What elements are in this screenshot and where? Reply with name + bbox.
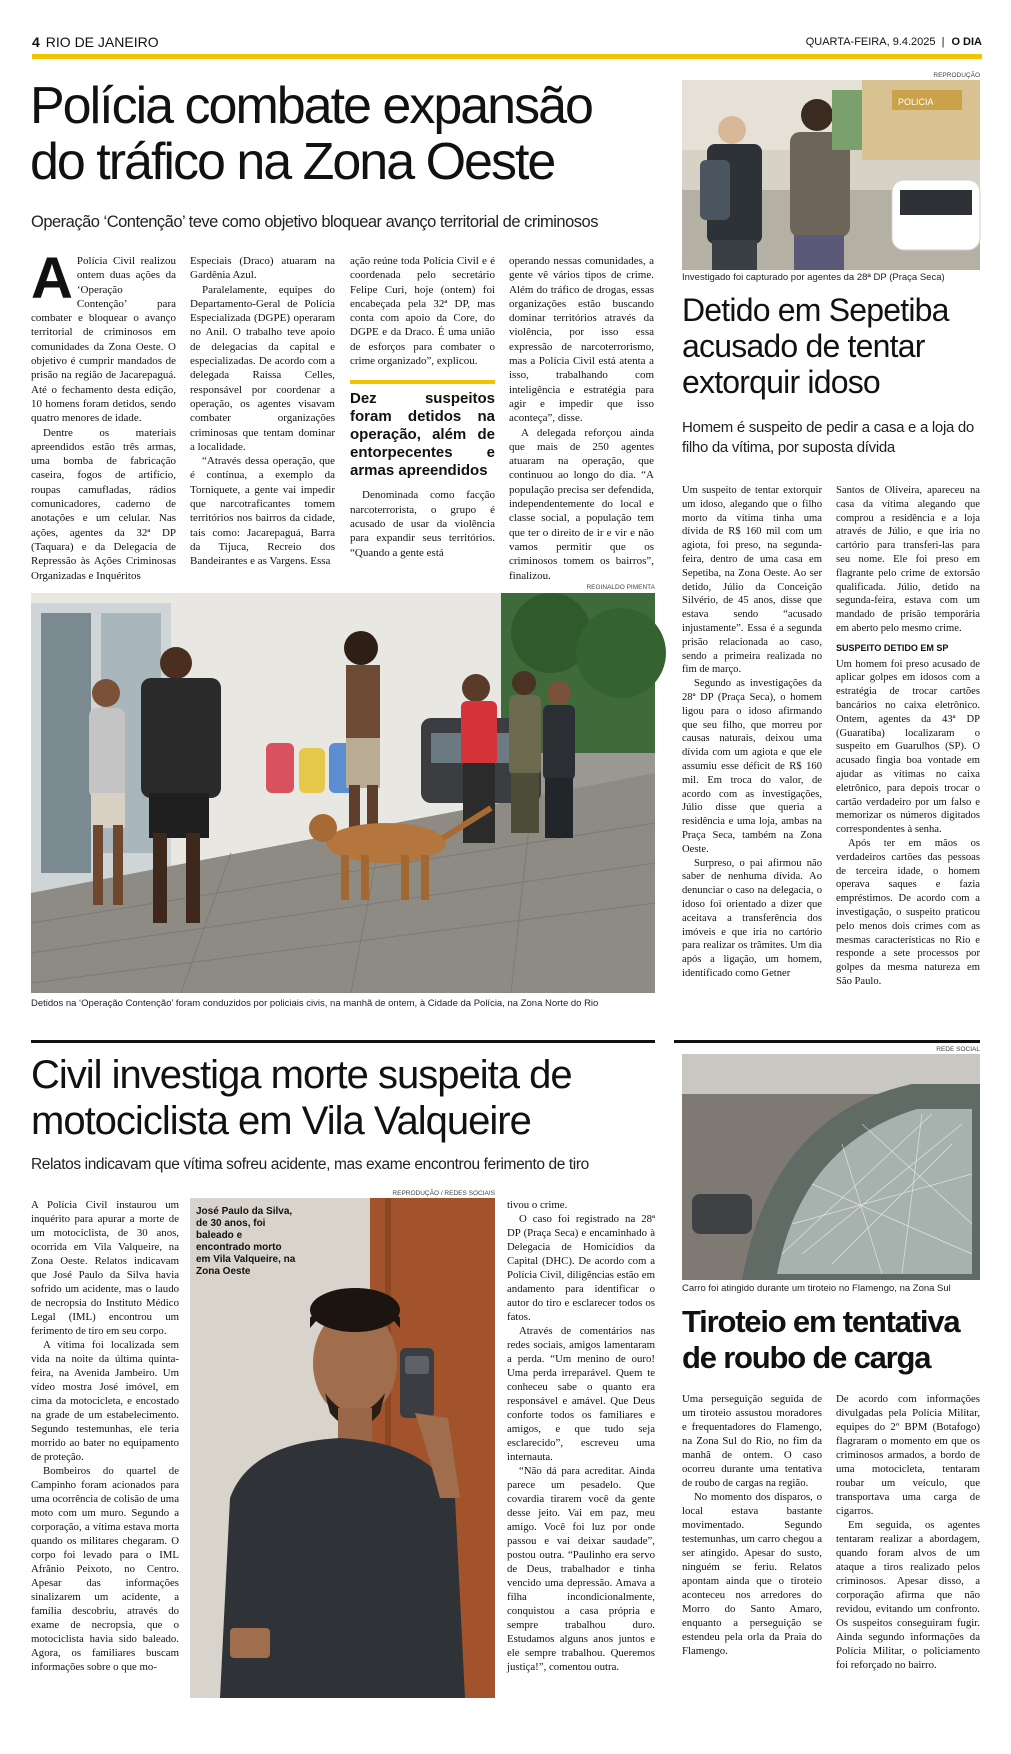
story3-headline bbox=[31, 1052, 671, 1144]
story2-col2-p1: Santos de Oliveira, apareceu na casa da vítima alegando que comprou a residência e a loja através de Júlio, e que iria no cartório para transferi-las para seu nome. Ele foi preso em flagrante pelo crime de extorsão qualificada. Júlio, detido na segunda-feira, estava com um mandado de prisão temporária em aberto pelo mesmo crime. bbox=[836, 485, 980, 634]
story1-photo bbox=[31, 593, 655, 993]
story2-headline-line1: Detido em Sepetiba bbox=[682, 292, 949, 328]
story3-col1-p1: A Polícia Civil instaurou um inquérito para apurar a morte de um motociclista, de 30 anos, ocorrida em Vila Valqueire, na Zona Oeste. Relatos indicavam que José Paulo da Silva havia sofrido um acidente, mas o laudo de necropsia do Instituto Médico Legal (IML) encontrou um ferimento de tiro em seu corpo. bbox=[31, 1199, 179, 1337]
story3-col3-p4: “Não dá para acreditar. Ainda parece um pesadelo. Que covardia tirarem você da gente desse jeito. Vai em paz, meu amigo. Você foi luz por onde passou e vai deixar saudade”, postou outra. “Paulinho era servo de Deus, trabalhador e tinha vencido uma depressão. Amava a filha incondicionalmente, conquistou a casa própria e sempre trabalhou duro. Estudamos alguns anos juntos e ele sempre trabalhou. Queremos justiça!”, comentou outra. bbox=[507, 1465, 655, 1673]
story1-col1-p2: Dentre os materiais apreendidos estão três armas, uma bomba de fabricação caseira, fogos de artifício, roupas camufladas, rádios comunicadores, caderno de anotações e um celular. Nas ações, agentes da 32ª DP (Taquara) e da Delegacia de Repressão às Ações Criminosas Organizadas e Inquéritos bbox=[31, 426, 176, 582]
story1-photo-caption: Detidos na ‘Operação Contenção’ foram conduzidos por policiais civis, na manhã de ontem, à Cidade da Polícia, na Zona Norte do Rio bbox=[31, 998, 599, 1009]
story1-headline-line1: Polícia combate expansão bbox=[30, 77, 592, 135]
arrest-scene-illustration bbox=[31, 593, 655, 993]
story3-col3-p2: O caso foi registrado na 28ª DP (Praça Seca) e encaminhado à Delegacia de Homicídios da Capital (DHC). De acordo com a Polícia Civil, diligências estão em andamento para identificar o autor do tiro e esclarecer todos os fatos. bbox=[507, 1213, 655, 1323]
story2-col1-p2: Segundo as investigações da 28ª DP (Praça Seca), o homem ligou para o idoso afirmando que seu filho, que morreu por causas naturais, deixou uma dívida com um agiota e que ele assumiu esse déficit de R$ 160 mil. Em troca do valor, de acordo com as investigações, Júlio disse que queria a residência e uma loja, ambas na Praça Seca, também na Zona Oeste. bbox=[682, 678, 822, 855]
story1-headline-line2: do tráfico na Zona Oeste bbox=[30, 133, 555, 191]
story1-col4-p1: operando nessas comunidades, a gente vê vários tipos de crime. Além do tráfico de drogas, essas organizações estão buscando dominar territórios através da violência, por isso essa expressão de narcoterrorismo, mas a Polícia Civil está atenta a isso, trabalhando com inteligência e estratégia para agir e impedir que isso aconteça”, disse. bbox=[509, 255, 654, 425]
story4-col2 bbox=[836, 1392, 980, 1722]
story4-headline bbox=[682, 1304, 980, 1376]
story2-photo-caption: Investigado foi capturado por agentes da 28ª DP (Praça Seca) bbox=[682, 272, 945, 283]
story1-col2 bbox=[190, 254, 335, 574]
story2-dek: Homem é suspeito de pedir a casa e a loja do filho da vítima, por suposta dívida bbox=[682, 419, 974, 456]
story3-headline-line1: Civil investiga morte suspeita de bbox=[31, 1053, 572, 1097]
story1-col4 bbox=[509, 254, 654, 582]
story4-col1-p1: Uma perseguição seguida de um tiroteio assustou moradores e frequentadores do Flamengo, na Zona Sul do Rio, no fim da manhã de ontem. O caso ocorreu durante uma tentativa de roubo de cargas na região. bbox=[682, 1393, 822, 1489]
story3-col3-p1: tivou o crime. bbox=[507, 1199, 568, 1211]
story3-col1-p3: Bombeiros do quartel de Campinho foram acionados para uma ocorrência de colisão de uma moto com um muro. Segundo a corporação, a vítima estava morta quando os militares chegaram. O corpo foi levado para o IML Afrânio Peixoto, no Centro. Apesar das informações sinalizarem um acidente, a família descobriu, através do exame de necropsia, que o motociclista havia sido baleado. Agora, os familiares buscam informações sobre o que mo- bbox=[31, 1465, 179, 1673]
story2-subhead: SUSPEITO DETIDO EM SP bbox=[836, 642, 949, 653]
story3-photo bbox=[190, 1198, 495, 1698]
story1-photo-credit: REGINALDO PIMENTA bbox=[586, 584, 655, 591]
story2-col1 bbox=[682, 484, 822, 1009]
pull-quote: Dez suspeitos foram detidos na operação, além de entorpecentes e armas apreendidos bbox=[350, 390, 495, 480]
story4-headline-line2: de roubo de carga bbox=[682, 1340, 931, 1375]
story1-col3-p1: ação reúne toda Polícia Civil e é coordenada pelo secretário Felipe Curi, hoje (ontem) foi encabeçada pela 32ª DP, mas conta com apoio da Core, do DGPE e da Draco. É uma união de esforços para combater o crime organizado”, explicou. bbox=[350, 255, 495, 368]
story2-headline-line2: acusado de tentar bbox=[682, 328, 925, 364]
story1-col2-p1: Especiais (Draco) atuaram na Gardênia Azul. bbox=[190, 255, 335, 282]
folio-left bbox=[32, 34, 159, 50]
story4-col1-p2: No momento dos disparos, o local estava bastante movimentado. Segundo testemunhas, um carro chegou a ser atingido. Apesar do susto, ninguém se feriu. Relatos apontam ainda que o tiroteio aconteceu nos arredores do Morro do Santo Amaro, enquanto a perseguição se estendeu pela orla da Praia do Flamengo. bbox=[682, 1491, 822, 1657]
story1-col3 bbox=[350, 254, 495, 574]
story3-col1 bbox=[31, 1198, 179, 1718]
story3-col3-p3: Através de comentários nas redes sociais, amigos lamentaram a perda. “Um menino de ouro! Uma perda irreparável. Quem te conheceu sabe o quanto era responsável e amável. Que Deus conforte todos os familiares e amigos, e que tudo seja esclarecido”, escreveu uma internauta. bbox=[507, 1325, 655, 1463]
story4-col1 bbox=[682, 1392, 822, 1722]
story1-col2-p3: “Através dessa operação, que é contínua, a exemplo da Torniquete, a gente vai impedir que narcotraficantes tomem territórios nos bairros da cidade, tais como: Jacarepaguá, Barra da Tijuca, Recreio dos Bandeirantes e as Vargens. Essa bbox=[190, 455, 335, 568]
station-sign: POLICIA bbox=[898, 97, 934, 107]
story1-dek: Operação ‘Contenção’ teve como objetivo bloquear avanço territorial de criminosos bbox=[31, 213, 598, 231]
story2-headline-line3: extorquir idoso bbox=[682, 364, 880, 400]
shattered-car-window-illustration bbox=[682, 1054, 980, 1280]
story1-col4-p2: A delegada reforçou ainda que mais de 250 agentes atuaram na operação, que continuou ao longo do dia. “A população precisa ser defendida, independentemente do local e classe social, a população tem que ter o direito de ir e vir e não vamos permitir que os criminosos tomem os bairros”, finalizou. bbox=[509, 426, 654, 582]
story1-col2-p2: Paralelamente, equipes do Departamento-Geral de Polícia Especializada (DGPE) operaram no Anil. O trabalho teve apoio de delegacias da capital e especializadas. De acordo com a delegada Raissa Celles, responsável por coordenar a operação, os agentes visavam combater organizações criminosas que tentam dominar a localidade. bbox=[190, 283, 335, 453]
story1-col3-p2: Denominada como facção narcoterrorista, o grupo é acusado de usar da violência para expandir seus territórios. “Quando a gente está bbox=[350, 489, 495, 559]
story4-photo bbox=[682, 1054, 980, 1280]
page-number: 4 bbox=[32, 34, 40, 50]
detention-scene-illustration bbox=[682, 80, 980, 270]
story2-col2-p3: Após ter em mãos os verdadeiros cartões das pessoas de terceira idade, o homem operava saques e fazia empréstimos. De acordo com a investigação, o suspeito praticou pelo menos dois crimes com as mesmas características no Rio e responde a sete processos por golpes da mesma natureza em São Paulo. bbox=[836, 837, 980, 987]
drop-cap: A bbox=[31, 246, 73, 311]
story3-col1-p2: A vítima foi localizada sem vida na noite da última quinta-feira, na Avenida Jambeiro. Um vídeo mostra José imóvel, em cima da motocicleta, e encostado na grade de um estabelecimento. Segundo testemunhas, ele teria morrido ao bater no equipamento de proteção. bbox=[31, 1339, 179, 1463]
story4-top-rule bbox=[674, 1040, 980, 1043]
story2-photo bbox=[682, 80, 980, 270]
story3-col3 bbox=[507, 1198, 655, 1718]
story2-col1-p3: Surpreso, o pai afirmou não saber de nenhuma dívida. Ao denunciar o caso na delegacia, o idoso foi orientado a dizer que aceitava a transferência dos imóveis e que iria no cartório para realizar os trâmites. Um dia após a ligação, um homem, identificado como Getner bbox=[682, 857, 822, 979]
story2-col1-p1: Um suspeito de tentar extorquir um idoso, alegando que o filho morto da vítima tinha uma dívida de R$ 160 mil com um agiota, foi preso, na segunda-feira, dentro de uma casa em Sepetiba, na Zona Oeste. Ao ser detido, Júlio da Conceição Silvério, de 45 anos, disse que estava sendo “acusado injustamente”. Essa é a segunda prisão relacionada ao caso, sendo a primeira realizada no fim de março. bbox=[682, 485, 822, 676]
story4-col2-p1: De acordo com informações divulgadas pela Polícia Militar, equipes do 2º BPM (Botafogo) flagraram o momento em que os criminosos armados, a bordo de uma motocicleta, tentaram roubar um veículo, que transportava uma carga de cigarros. bbox=[836, 1393, 980, 1517]
folio-right bbox=[806, 36, 982, 48]
story4-photo-credit: REDE SOCIAL bbox=[936, 1046, 980, 1053]
story1-col1 bbox=[31, 246, 176, 582]
story2-headline bbox=[682, 292, 980, 400]
story2-photo-credit: REPRODUÇÃO bbox=[933, 72, 980, 79]
folio-separator: | bbox=[941, 36, 945, 48]
story3-photo-credit: REPRODUÇÃO / REDES SOCIAIS bbox=[392, 1190, 495, 1197]
section-name: RIO DE JANEIRO bbox=[45, 34, 159, 50]
pull-quote-rule bbox=[350, 380, 495, 384]
story3-headline-line2: motociclista em Vila Valqueire bbox=[31, 1099, 531, 1143]
story3-photo-caption: José Paulo da Silva, de 30 anos, foi baleado e encontrado morto em Vila Valqueire, na Zona Oeste bbox=[196, 1206, 296, 1277]
story3-dek: Relatos indicavam que vítima sofreu acidente, mas exame encontrou ferimento de tiro bbox=[31, 1156, 589, 1173]
story4-headline-line1: Tiroteio em tentativa bbox=[682, 1304, 960, 1339]
story4-photo-caption: Carro foi atingido durante um tiroteio no Flamengo, na Zona Sul bbox=[682, 1283, 951, 1294]
story2-col2 bbox=[836, 484, 980, 1009]
story4-col2-p2: Em seguida, os agentes tentaram realizar a abordagem, quando foram alvos de um ataque a tiros realizado pelos criminosos. Apesar disso, a corporação afirma que não revidou, evitando um confronto. Os suspeitos conseguiram fugir. Ainda segundo informações da Polícia Militar, o policiamento foi reforçado no bairro. bbox=[836, 1519, 980, 1671]
story3-top-rule bbox=[31, 1040, 655, 1043]
story1-col1-p1: Polícia Civil realizou ontem duas ações da ‘Operação Contenção’ para combater e bloquear o avanço territorial de criminosos em comunidades da Zona Oeste. O objetivo é cumprir mandados de prisão na região de Jacarepaguá. Até o fechamento desta edição, 10 homens foram detidos, sendo quatro menores de idade. bbox=[31, 255, 176, 425]
folio-rule bbox=[32, 54, 982, 59]
publication-name: O DIA bbox=[951, 36, 982, 48]
issue-date: QUARTA-FEIRA, 9.4.2025 bbox=[805, 36, 936, 48]
story2-col2-p2: Um homem foi preso acusado de aplicar golpes em idosos com a estratégia de trocar cartões bancários no caixa eletrônico. Ontem, agentes da 43ª DP (Guaratiba) localizaram o suspeito em Guarulhos (SP). O acusado fingia boa vontade em ajudar as vítimas no caixa eletrônico, para depois trocar o cartão verdadeiro por um falso e memorizar os números digitados correspondentes à senha. bbox=[836, 658, 980, 836]
story1-headline bbox=[30, 78, 680, 190]
